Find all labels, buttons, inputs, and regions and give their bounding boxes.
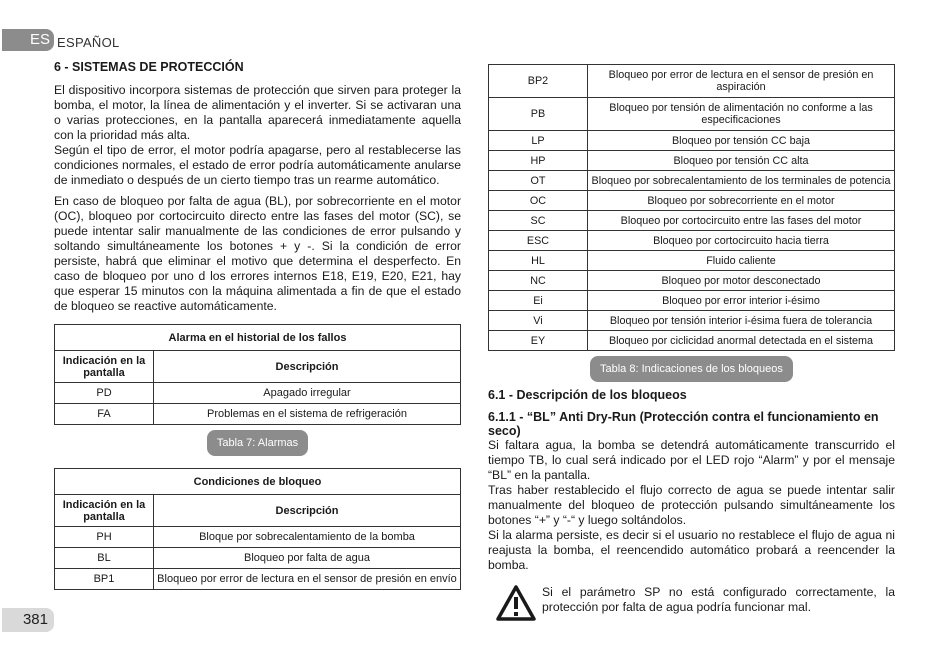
alarm-history-table bbox=[54, 324, 461, 425]
block-code: BP2 bbox=[489, 65, 588, 98]
block-code: HL bbox=[489, 251, 588, 271]
block-description: Bloqueo por cortocircuito entre las fases del motor bbox=[588, 211, 895, 231]
block-code: OT bbox=[489, 171, 588, 191]
block-code: SC bbox=[489, 211, 588, 231]
subsection-title: 6.1 - Descripción de los bloqueos bbox=[488, 388, 687, 402]
block-description: Bloqueo por tensión CC alta bbox=[588, 151, 895, 171]
page-number: 381 bbox=[2, 608, 54, 632]
table-title: Alarma en el historial de los fallos bbox=[55, 325, 461, 351]
dry-run-paragraph: Si faltara agua, la bomba se detendrá automáticamente transcurrido el tiempo TB, lo cual será indicado por el LED rojo “Alarm” y por el mensaje “BL” en la pantalla. bbox=[488, 438, 895, 482]
table-row bbox=[489, 211, 895, 231]
block-description: Bloqueo por tensión CC baja bbox=[588, 131, 895, 151]
block-code: PH bbox=[55, 527, 154, 548]
alarm-description: Apagado irregular bbox=[154, 383, 461, 404]
block-code: BP1 bbox=[55, 569, 154, 590]
column-header-description: Descripción bbox=[154, 351, 461, 383]
table-row bbox=[55, 404, 461, 425]
alarm-code: FA bbox=[55, 404, 154, 425]
block-code: LP bbox=[489, 131, 588, 151]
block-code: Ei bbox=[489, 291, 588, 311]
table-row bbox=[55, 383, 461, 404]
column-header-code: Indicación en la pantalla bbox=[55, 351, 154, 383]
warning-triangle-icon bbox=[496, 585, 536, 621]
right-column bbox=[488, 64, 895, 621]
block-indications-table bbox=[488, 64, 895, 351]
table-row bbox=[489, 65, 895, 98]
table-row bbox=[489, 331, 895, 351]
block-code: OC bbox=[489, 191, 588, 211]
block-code: NC bbox=[489, 271, 588, 291]
table-caption: Tabla 8: Indicaciones de los bloqueos bbox=[590, 356, 793, 382]
table-row bbox=[55, 527, 461, 548]
manual-exit-paragraph: Tras haber restablecido el flujo correcto de agua se puede intentar salir manualmente del bloqueo de protección pulsando simultáneamente los botones “+” y “-“ y luego soltándolos. bbox=[488, 483, 895, 527]
subsubsection-title: 6.1.1 - “BL” Anti Dry-Run (Protección contra el funcionamiento en seco) bbox=[488, 410, 879, 438]
block-description: Bloqueo por tensión de alimentación no conforme a las especificaciones bbox=[588, 98, 895, 131]
table-row bbox=[489, 131, 895, 151]
column-header-code: Indicación en la pantalla bbox=[55, 495, 154, 527]
block-code: BL bbox=[55, 548, 154, 569]
alarm-code: PD bbox=[55, 383, 154, 404]
language-name: ESPAÑOL bbox=[57, 35, 120, 50]
block-description: Fluido caliente bbox=[588, 251, 895, 271]
block-code: ESC bbox=[489, 231, 588, 251]
table-title: Condiciones de bloqueo bbox=[55, 469, 461, 495]
block-description: Bloqueo por error de lectura en el sensor de presión en aspiración bbox=[588, 65, 895, 98]
block-description: Bloqueo por motor desconectado bbox=[588, 271, 895, 291]
table-row bbox=[489, 98, 895, 131]
table-row bbox=[489, 311, 895, 331]
table-caption: Tabla 7: Alarmas bbox=[207, 430, 308, 456]
table-row bbox=[489, 251, 895, 271]
block-code: HP bbox=[489, 151, 588, 171]
alarm-description: Problemas en el sistema de refrigeración bbox=[154, 404, 461, 425]
intro-paragraph: El dispositivo incorpora sistemas de protección que sirven para proteger la bomba, el motor, la línea de alimentación y el inverter. Si se activaran una o varias protecciones, en la pantalla aparecerá inmediatamente aquella con la prioridad más alta. bbox=[54, 83, 461, 142]
block-description: Bloqueo por sobrecorriente en el motor bbox=[588, 191, 895, 211]
language-tab bbox=[2, 29, 54, 51]
left-column bbox=[54, 60, 461, 590]
warning-text: Si el parámetro SP no está configurado correctamente, la protección por falta de agua podría funcionar mal. bbox=[542, 585, 895, 614]
column-header-description: Descripción bbox=[154, 495, 461, 527]
table-row bbox=[489, 231, 895, 251]
language-code: ES bbox=[30, 31, 51, 48]
block-description: Bloqueo por falta de agua bbox=[154, 548, 461, 569]
table-row bbox=[55, 569, 461, 590]
table-row bbox=[489, 271, 895, 291]
warning-note bbox=[488, 585, 895, 621]
error-type-paragraph: Según el tipo de error, el motor podría apagarse, pero al restablecerse las condiciones normales, el estado de error podría automáticamente anularse de inmediato o después de un cierto tiempo tras un rearme automático. bbox=[54, 143, 461, 187]
table-row bbox=[489, 171, 895, 191]
block-code: Vi bbox=[489, 311, 588, 331]
block-description: Bloqueo por error de lectura en el sensor de presión en envío bbox=[154, 569, 461, 590]
block-description: Bloque por sobrecalentamiento de la bomba bbox=[154, 527, 461, 548]
block-code: EY bbox=[489, 331, 588, 351]
table-row bbox=[55, 548, 461, 569]
block-description: Bloqueo por sobrecalentamiento de los terminales de potencia bbox=[588, 171, 895, 191]
table-row bbox=[489, 291, 895, 311]
table-row bbox=[489, 151, 895, 171]
block-code: PB bbox=[489, 98, 588, 131]
auto-restart-paragraph: Si la alarma persiste, es decir si el usuario no restablece el flujo de agua ni reajusta la bomba, el reencendido automático probará a reencender la bomba. bbox=[488, 528, 895, 572]
block-description: Bloqueo por error interior i-ésimo bbox=[588, 291, 895, 311]
section-title: 6 - SISTEMAS DE PROTECCIÓN bbox=[54, 60, 244, 74]
manual-reset-paragraph: En caso de bloqueo por falta de agua (BL), por sobrecorriente en el motor (OC), bloqueo por cortocircuito directo entre las fases del motor (SC), se puede intentar salir manualmente de las condiciones de error pulsando y soltando simultáneamente los botones + y -. Si la condición de error persiste, habrá que eliminar el motivo que determina el desperfecto. En caso de bloqueo por uno d los errores internos E18, E19, E20, E21, hay que esperar 15 minutos con la máquina alimentada a fin de que el estado de bloqueo se reactive automáticamente. bbox=[54, 194, 461, 313]
table-row bbox=[489, 191, 895, 211]
block-description: Bloqueo por ciclicidad anormal detectada en el sistema bbox=[588, 331, 895, 351]
block-description: Bloqueo por tensión interior i-ésima fuera de tolerancia bbox=[588, 311, 895, 331]
block-description: Bloqueo por cortocircuito hacia tierra bbox=[588, 231, 895, 251]
block-conditions-table bbox=[54, 468, 461, 590]
